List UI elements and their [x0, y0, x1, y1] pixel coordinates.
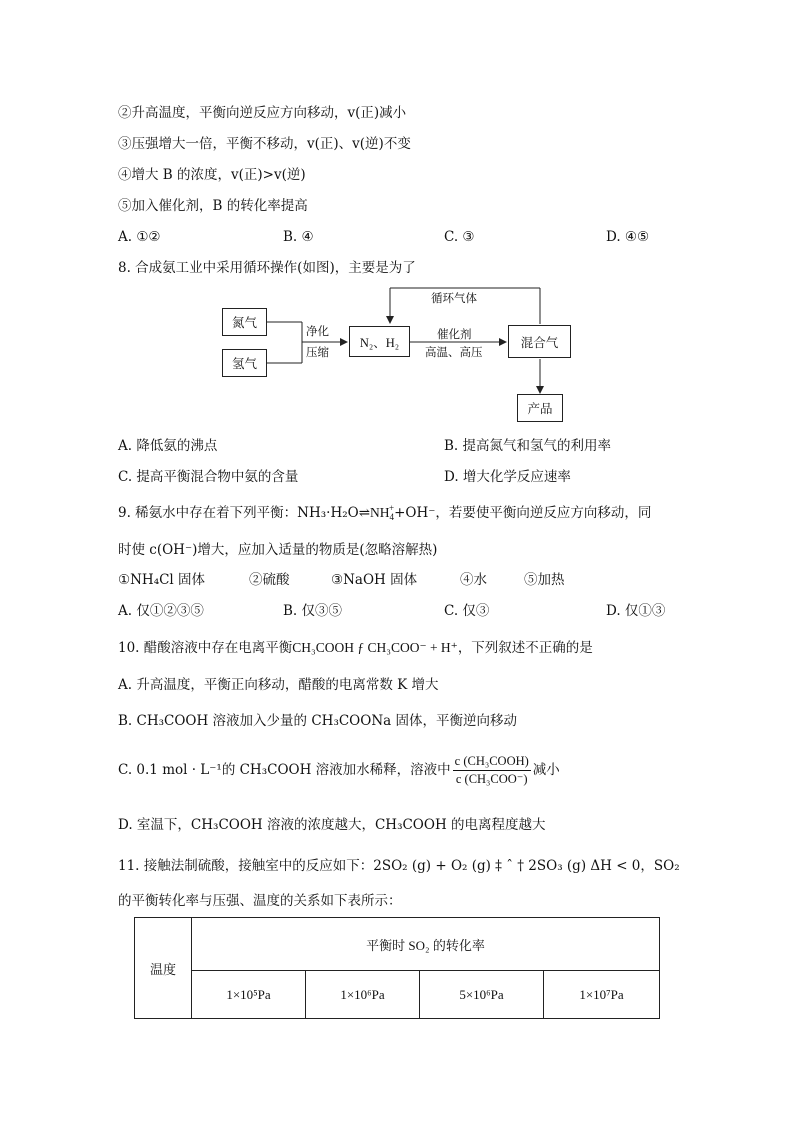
- q10-option-a: A. 升高温度，平衡正向移动，醋酸的电离常数 K 增大: [118, 677, 439, 693]
- q8-option-d: D. 增大化学反应速率: [444, 469, 571, 485]
- q9-option-d: D. 仅①③: [606, 603, 666, 619]
- nitrogen-box: 氮气: [222, 308, 267, 336]
- q9-substance-2: ②硫酸: [249, 572, 290, 588]
- q10-stem: [118, 638, 593, 658]
- statement-2: ②升高温度，平衡向逆反应方向移动，v(正)减小: [118, 105, 407, 121]
- q9-substance-4: ④水: [460, 572, 487, 588]
- q9-option-a: A. 仅①②③⑤: [118, 603, 204, 619]
- table-pressure-4: 1×10⁷Pa: [544, 971, 660, 1019]
- statement-5: ⑤加入催化剂，B 的转化率提高: [118, 198, 308, 214]
- hydrogen-box: 氢气: [222, 349, 267, 377]
- q8-option-c: C. 提高平衡混合物中氨的含量: [118, 469, 299, 485]
- ammonium-ion: $NH_4^+$: [370, 503, 395, 522]
- statement-3: ③压强增大一倍，平衡不移动，v(正)、v(逆)不变: [118, 136, 411, 152]
- q10-stem-pre: 10. 醋酸溶液中存在电离平衡: [118, 640, 293, 656]
- q11-stem: 11. 接触法制硫酸，接触室中的反应如下：2SO₂ (g) + O₂ (g) ‡ ˆ † 2SO₃ (g) ΔH < 0，SO₂: [118, 858, 680, 874]
- q11-stem-2: 的平衡转化率与压强、温度的关系如下表所示：: [118, 893, 402, 909]
- label-catalyst: 催化剂: [437, 327, 472, 341]
- q8-option-a: A. 降低氨的沸点: [118, 438, 218, 454]
- q9-stem-post: +OH⁻，若要使平衡向逆反应方向移动，同: [394, 505, 652, 521]
- table-pressure-2: 1×10⁶Pa: [306, 971, 420, 1019]
- q7-option-d: D. ④⑤: [606, 229, 650, 245]
- table-pressure-3: 5×10⁶Pa: [420, 971, 544, 1019]
- n2-h2-box: N₂、H₂: [349, 326, 410, 357]
- q8-stem: 8. 合成氨工业中采用循环操作(如图)，主要是为了: [118, 260, 416, 276]
- q10-equilibrium: CH₃COOH ƒ CH₃COO⁻ + H⁺: [292, 640, 458, 655]
- ratio-numerator: c (CH₃COOH): [453, 753, 531, 771]
- ratio-denominator: c (CH₃COO⁻): [455, 772, 528, 786]
- label-conditions: 高温、高压: [425, 345, 483, 359]
- q7-option-b: B. ④: [283, 229, 314, 245]
- q10-option-d: D. 室温下，CH₃COOH 溶液的浓度越大，CH₃COOH 的电离程度越大: [118, 817, 546, 833]
- q9-option-b: B. 仅③⑤: [283, 603, 343, 619]
- q9-stem-pre: 9. 稀氨水中存在着下列平衡：NH₃·H₂O⇌: [118, 505, 371, 521]
- conversion-table: [134, 917, 660, 1019]
- q10-stem-post: ，下列叙述不正确的是: [457, 640, 593, 656]
- label-purify: 净化: [306, 324, 329, 338]
- concentration-ratio: [453, 753, 531, 788]
- diagram-arrows: [0, 0, 794, 430]
- q10-option-c-text: C. 0.1 mol · L⁻¹的 CH₃COOH 溶液加水稀释，溶液中: [118, 762, 451, 778]
- q7-option-c: C. ③: [444, 229, 475, 245]
- mixed-gas-box: 混合气: [508, 325, 571, 358]
- product-box: 产品: [517, 394, 563, 422]
- q9-stem-2: 时使 c(OH⁻)增大，应加入适量的物质是(忽略溶解热): [118, 542, 438, 558]
- q9-substance-1: ①NH₄Cl 固体: [118, 572, 206, 588]
- q10-option-c-end: 减小: [532, 762, 560, 778]
- q9-option-c: C. 仅③: [444, 603, 490, 619]
- q9-substance-5: ⑤加热: [524, 572, 565, 588]
- table-header-conversion: 平衡时 SO₂ 的转化率: [192, 918, 660, 971]
- table-header-temperature: 温度: [135, 918, 192, 1019]
- q10-option-c: [118, 747, 560, 793]
- q7-option-a: A. ①②: [118, 229, 161, 245]
- table-pressure-1: 1×10⁵Pa: [192, 971, 306, 1019]
- q8-option-b: B. 提高氮气和氢气的利用率: [444, 438, 612, 454]
- q10-option-b: B. CH₃COOH 溶液加入少量的 CH₃COONa 固体，平衡逆向移动: [118, 713, 517, 729]
- q9-stem: [118, 503, 651, 523]
- statement-4: ④增大 B 的浓度，v(正)>v(逆): [118, 167, 306, 183]
- label-recycle-gas: 循环气体: [431, 291, 477, 305]
- q9-substance-3: ③NaOH 固体: [331, 572, 418, 588]
- label-compress: 压缩: [306, 345, 329, 359]
